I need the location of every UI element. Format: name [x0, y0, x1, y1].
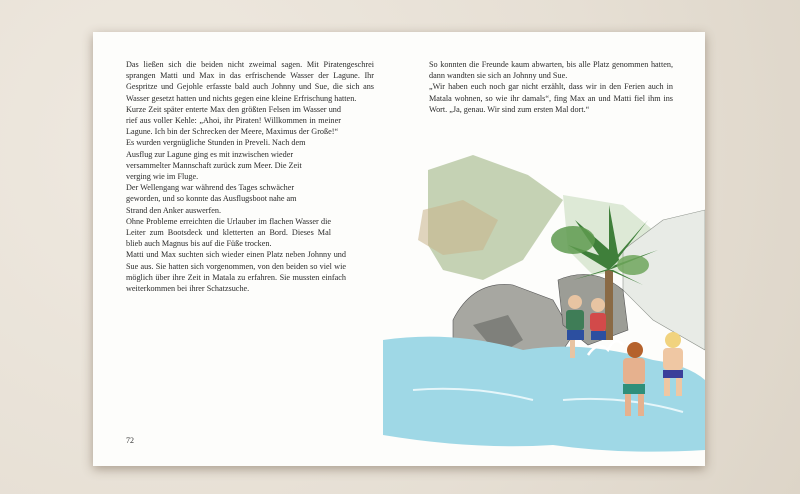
- water: [383, 337, 705, 452]
- paragraph: Der Wellengang war während des Tages schwächer geworden, und so konnte das Ausflugsboot nahe am Strand den Anker auswerfen.: [126, 183, 297, 215]
- palm-trunk: [605, 270, 613, 340]
- paragraph: So konnten die Freunde kaum abwarten, bis alle Platz genommen hatten, dann wandten sie sich an Johnny und Sue.: [429, 60, 673, 81]
- paragraph: Matti und Max suchten sich wieder einen Platz neben Johnny und Sue aus. Sie hatten sich vorgenommen, von den beiden so viel wie möglich über ihre Zeit in Matala zu erfahren. Sie mussten einfach weiterkommen bei ihrer Schatzsuche.: [126, 250, 346, 294]
- page-number: 72: [126, 436, 134, 445]
- paragraph: Das ließen sich die beiden nicht zweimal sagen. Mit Piratengeschrei sprangen Matti und Max in das erfrischende Wasser der Lagune. Ihr Gespritze und Gejohle erfasste bald auch Johnny und Sue, die sich ans Wasser gesetzt hatten und nichts gegen eine kleine Erfrischung hatten.: [126, 60, 374, 103]
- lagoon-illustration: [323, 150, 705, 466]
- paragraph: Es wurden vergnügliche Stunden in Preveli. Nach dem Ausflug zur Lagune ging es mit inzwischen wieder versammelter Mannschaft zurück zum Meer. Die Zeit verging wie im Fluge.: [126, 138, 306, 182]
- paragraph: „Wir haben euch noch gar nicht erzählt, dass wir in den Ferien auch in Matala wohnen, so wie ihr damals“, fing Max an und Matti fiel ihm ins Wort. „Ja, genau. Wir sind zum ersten Mal dort.“: [429, 82, 673, 114]
- paragraph: Ohne Probleme erreichten die Urlauber im flachen Wasser die Leiter zum Bootsdeck und kletterten an Bord. Dieses Mal blieb auch Magnus bis auf die Füße trocken.: [126, 216, 331, 249]
- person-sue: [590, 298, 606, 340]
- bush: [551, 226, 595, 254]
- right-page-text: [429, 59, 673, 115]
- paragraph: Kurze Zeit später enterte Max den größten Felsen im Wasser und rief aus voller Kehle: „Ahoi, ihr Piraten! Willkommen in meiner Lagune. Ich bin der Schrecken der Meere, Maximus der Große!“: [126, 104, 341, 137]
- bush: [617, 255, 649, 275]
- book-spread: [93, 32, 705, 466]
